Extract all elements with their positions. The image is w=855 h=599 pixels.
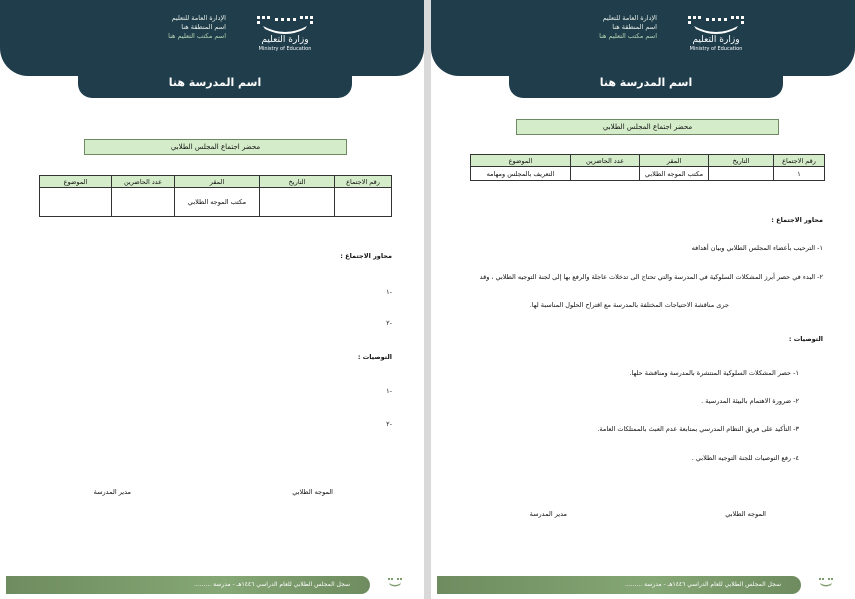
col-topic: الموضوع	[471, 155, 571, 167]
col-date: التاريخ	[260, 176, 335, 188]
ministry-logo	[683, 14, 749, 53]
cell-date	[709, 167, 774, 181]
table-header-row	[471, 155, 825, 167]
ministry-name-en: Ministry of Education	[258, 46, 312, 52]
signature-counselor: الموجه الطلابي	[725, 510, 766, 518]
cell-number: ١	[774, 167, 825, 181]
axis-item-1: ١- الترحيب بأعضاء المجلس الطلابي وبيان أهدافه	[691, 244, 823, 252]
admin-line-2: اسم المنطقة هنا	[181, 23, 226, 31]
admin-line-1: الإدارة العامة للتعليم	[171, 14, 226, 22]
col-attendees: عدد الحاضرين	[571, 155, 640, 167]
table-row	[40, 188, 392, 217]
ministry-logo-icon	[255, 14, 315, 34]
cell-attendees	[571, 167, 640, 181]
footer-logo-icon	[380, 577, 410, 588]
admin-line-3: اسم مكتب التعليم هنا	[168, 32, 226, 40]
table-row	[471, 167, 825, 181]
axis-item-2: ٢- البدء في حصر أبرز المشكلات السلوكية في المدرسة والتي تحتاج الى تدخلات عاجلة والرفع بها إلى لجنة التوجيه الطلابي ، وقد	[479, 273, 823, 281]
ministry-name-en: Ministry of Education	[689, 46, 743, 52]
cell-venue: مكتب الموجه الطلابي	[175, 188, 260, 217]
school-name-banner: اسم المدرسة هنا	[78, 70, 352, 98]
axis-item-1: -١	[386, 288, 392, 296]
ministry-logo-icon	[686, 14, 746, 34]
signature-counselor: الموجه الطلابي	[292, 488, 333, 496]
footer-logo-icon	[811, 577, 841, 588]
col-topic: الموضوع	[40, 176, 112, 188]
admin-text	[120, 14, 226, 41]
admin-line-2: اسم المنطقة هنا	[612, 23, 657, 31]
recommendation-item-4: ٤- رفع التوصيات للجنة التوجيه الطلابي .	[691, 454, 799, 462]
axes-heading: محاور الاجتماع :	[771, 216, 823, 224]
ministry-name-ar: وزارة التعليم	[692, 35, 740, 45]
axes-heading: محاور الاجتماع :	[340, 252, 392, 260]
recommendation-item-1: ١- حصر المشكلات السلوكية المنتشرة بالمدرسة ومناقشة حلها.	[629, 369, 799, 377]
axis-item-2: -٢	[386, 319, 392, 327]
signature-principal: مدير المدرسة	[93, 488, 131, 496]
ministry-name-ar: وزارة التعليم	[261, 35, 309, 45]
col-number: رقم الاجتماع	[774, 155, 825, 167]
col-venue: المقر	[640, 155, 709, 167]
meeting-info-table	[39, 175, 392, 217]
recommendation-item-2: ٢- ضرورة الاهتمام بالبيئة المدرسية .	[701, 397, 799, 405]
recommendations-heading: التوصيات :	[357, 353, 392, 361]
footer-bar: سجل المجلس الطلابي للعام الدراسي ١٤٤٦هـ - مدرسة .........	[6, 576, 370, 594]
table-header-row	[40, 176, 392, 188]
admin-line-3: اسم مكتب التعليم هنا	[599, 32, 657, 40]
cell-venue: مكتب الموجه الطلابي	[640, 167, 709, 181]
recommendations-heading: التوصيات :	[788, 335, 823, 343]
cell-topic	[40, 188, 112, 217]
cell-attendees	[112, 188, 175, 217]
cell-number	[335, 188, 392, 217]
col-venue: المقر	[175, 176, 260, 188]
recommendation-item-2: -٢	[386, 420, 392, 428]
cell-date	[260, 188, 335, 217]
meeting-info-table	[470, 154, 825, 181]
document-page-left	[0, 0, 424, 599]
admin-line-1: الإدارة العامة للتعليم	[602, 14, 657, 22]
col-number: رقم الاجتماع	[335, 176, 392, 188]
school-name-banner: اسم المدرسة هنا	[509, 70, 783, 98]
col-attendees: عدد الحاضرين	[112, 176, 175, 188]
document-page-right	[431, 0, 855, 599]
cell-topic: التعريف بالمجلس ومهامه	[471, 167, 571, 181]
recommendation-item-3: ٣- التأكيد على فريق النظام المدرسي بمتابعة عدم العبث بالممتلكات العامة.	[597, 425, 799, 433]
axis-item-3: جرى مناقشة الاحتياجات المختلفة بالمدرسة مع اقتراح الحلول المناسبة لها.	[529, 301, 729, 309]
minutes-title: محضر اجتماع المجلس الطلابي	[84, 139, 347, 155]
recommendation-item-1: -١	[386, 387, 392, 395]
ministry-logo	[252, 14, 318, 53]
admin-text	[551, 14, 657, 41]
signature-principal: مدير المدرسة	[529, 510, 567, 518]
col-date: التاريخ	[709, 155, 774, 167]
footer-bar: سجل المجلس الطلابي للعام الدراسي ١٤٤٦هـ - مدرسة .........	[437, 576, 801, 594]
minutes-title: محضر اجتماع المجلس الطلابي	[516, 119, 779, 135]
